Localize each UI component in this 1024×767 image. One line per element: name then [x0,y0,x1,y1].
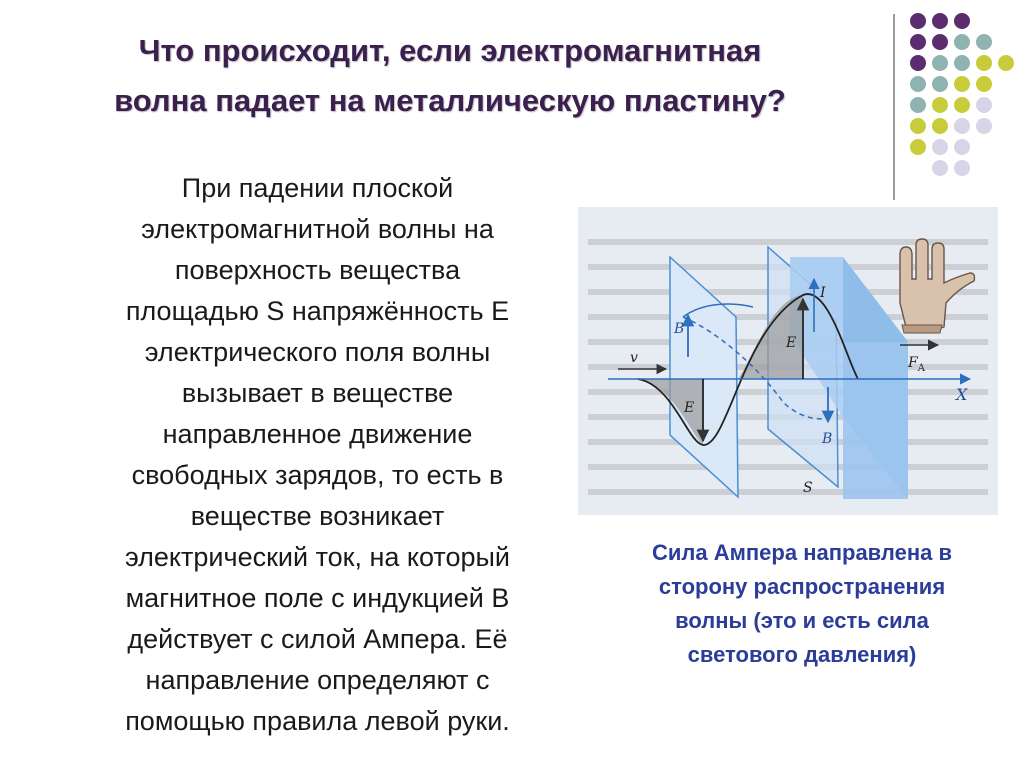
caption-line: волны (это и есть сила [675,608,929,633]
label-s: S [803,480,813,496]
dot-row-6 [910,118,992,134]
caption-line: Сила Ампера направлена в [651,540,952,565]
paragraph-line: веществе возникает [190,501,445,531]
dot-row-4 [910,76,992,92]
label-f: $F_A$ [908,355,925,374]
caption-line: светового давления) [687,642,917,667]
paragraph-line: поверхность вещества [174,255,461,285]
dot-row-3 [910,55,1014,71]
caption-line: сторону распространения [658,574,946,599]
figure-caption [612,536,992,672]
paragraph-line: свободных зарядов, то есть в [131,460,504,490]
label-e-upper: E [786,335,797,351]
dot-row-2 [910,34,992,50]
paragraph-line: помощью правила левой руки. [125,706,510,736]
dot-row-5 [910,97,992,113]
paragraph-line: магнитное поле с индукцией B [125,583,510,613]
dot-row-7 [910,139,970,155]
paragraph-line: направление определяют с [145,665,490,695]
label-x: X [956,385,968,404]
paragraph-line: электрический ток, на который [124,542,511,572]
em-wave-figure [578,207,998,515]
paragraph-line: электромагнитной волны на [141,214,494,244]
paragraph-line: вызывает в веществе [181,378,454,408]
dot-row-8 [932,160,970,176]
label-b-top: B [674,321,685,337]
paragraph-line: электрического поля волны [144,337,491,367]
paragraph-line: площадью S напряжённость E [125,296,510,326]
dot-row-1 [910,13,970,29]
title-line: Что происходит, если электромагнитная [138,33,762,68]
main-paragraph [60,168,575,742]
label-i: I [820,285,826,301]
paragraph-line: При падении плоской [181,173,454,203]
title-line: волна падает на металлическую пластину? [114,83,786,118]
paragraph-line: направленное движение [162,419,473,449]
paragraph-line: действует с силой Ампера. Её [127,624,508,654]
label-v: v [630,350,638,366]
label-b-lower: B [822,431,833,447]
label-e-lower: E [684,400,695,416]
